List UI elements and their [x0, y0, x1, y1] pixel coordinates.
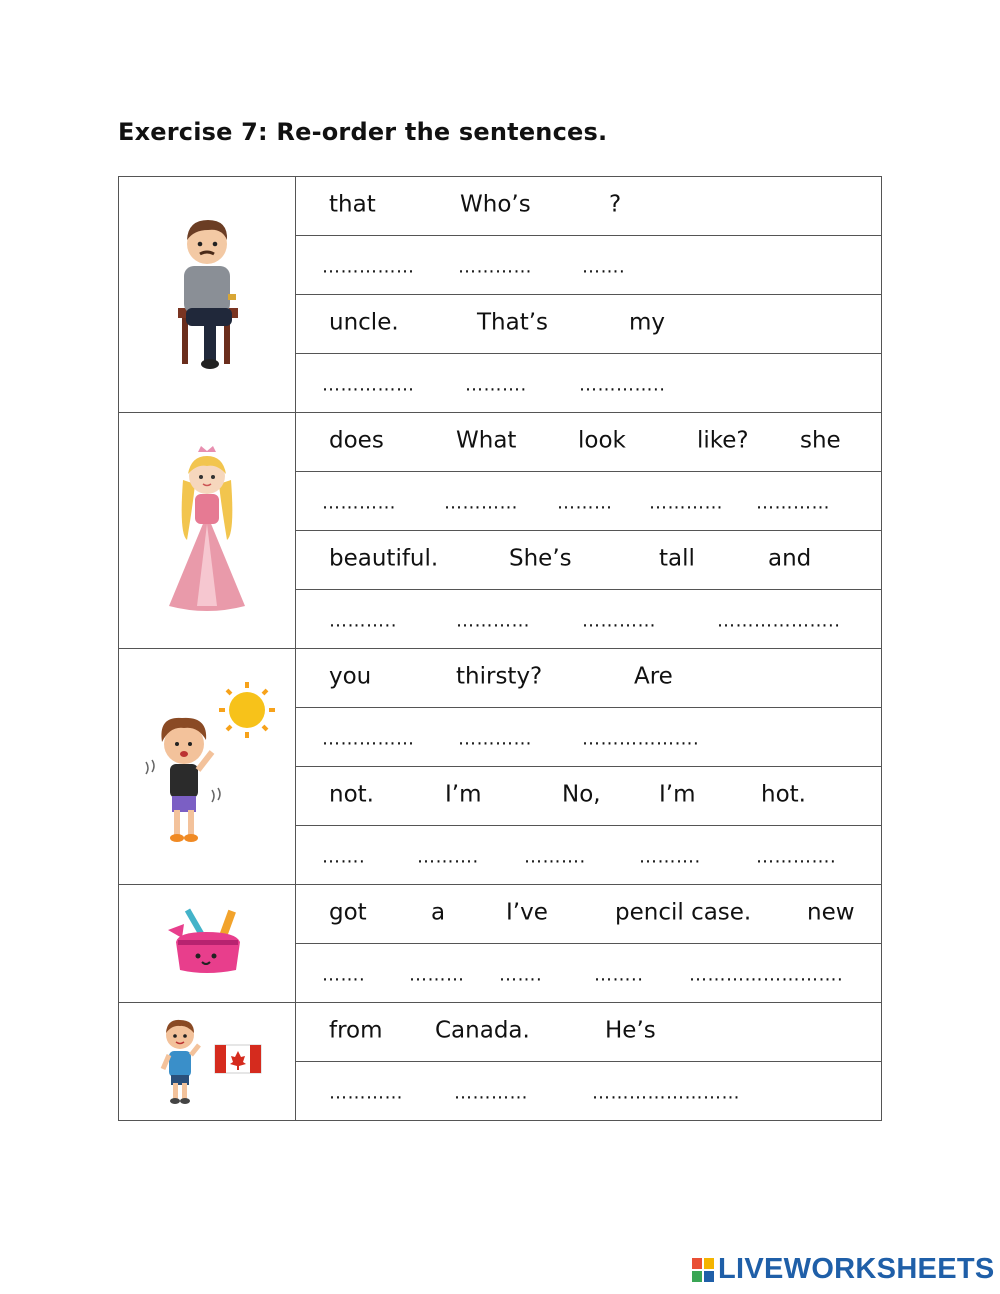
word: from: [329, 1017, 383, 1044]
word: she: [800, 427, 841, 454]
word-line: [296, 177, 882, 236]
word: uncle.: [329, 309, 399, 336]
word: I’m: [445, 781, 482, 808]
answer-line[interactable]: [296, 1062, 882, 1121]
liveworksheets-logo[interactable]: [692, 1253, 995, 1286]
logo-mark-icon: [692, 1258, 714, 1282]
word-line: [296, 413, 882, 472]
logo-square: [692, 1271, 702, 1282]
princess-in-pink-dress-image: [157, 444, 257, 614]
word: and: [768, 545, 812, 572]
blank[interactable]: ……………: [322, 374, 415, 396]
word: does: [329, 427, 384, 454]
answer-line[interactable]: [296, 590, 882, 649]
answer-line[interactable]: [296, 708, 882, 767]
blank[interactable]: ……..: [594, 964, 644, 986]
word: ?: [609, 191, 622, 218]
thirsty-boy-under-sun-image: [132, 680, 282, 850]
word: I’m: [659, 781, 696, 808]
blank[interactable]: ………..: [329, 610, 397, 632]
blank[interactable]: …………: [649, 492, 723, 514]
word: Canada.: [435, 1017, 530, 1044]
word: No,: [562, 781, 601, 808]
answer-line[interactable]: [296, 944, 882, 1003]
blank[interactable]: …………: [456, 610, 530, 632]
word: thirsty?: [456, 663, 543, 690]
answer-line[interactable]: [296, 826, 882, 885]
word: tall: [659, 545, 695, 572]
blank[interactable]: …….: [322, 964, 366, 986]
exercise-table: [118, 176, 882, 1121]
blank[interactable]: …………: [444, 492, 518, 514]
word: He’s: [605, 1017, 656, 1044]
image-cell-4: [119, 885, 296, 1003]
word: you: [329, 663, 372, 690]
logo-square: [704, 1271, 714, 1282]
word: She’s: [509, 545, 572, 572]
blank[interactable]: ………………..: [717, 610, 841, 632]
word: I’ve: [506, 899, 548, 926]
blank[interactable]: ……………………: [592, 1082, 740, 1104]
word-line: [296, 885, 882, 944]
blank[interactable]: ……….: [465, 374, 527, 396]
boy-with-canada-flag-image: [147, 1015, 267, 1105]
blank[interactable]: ……….: [524, 846, 586, 868]
blank[interactable]: …….: [499, 964, 543, 986]
answer-line[interactable]: [296, 236, 882, 295]
blank[interactable]: ………….: [756, 846, 837, 868]
blank[interactable]: ……………: [322, 256, 415, 278]
word: hot.: [761, 781, 806, 808]
answer-line[interactable]: [296, 354, 882, 413]
word: pencil case.: [615, 899, 752, 926]
word-line: [296, 1003, 882, 1062]
blank[interactable]: …………: [322, 492, 396, 514]
man-sitting-on-chair-image: [162, 208, 252, 378]
word: new: [807, 899, 855, 926]
image-cell-5: [119, 1003, 296, 1121]
word: got: [329, 899, 367, 926]
word: that: [329, 191, 376, 218]
word: my: [629, 309, 666, 336]
logo-square: [704, 1258, 714, 1269]
word-line: [296, 531, 882, 590]
word-line: [296, 767, 882, 826]
word-line: [296, 649, 882, 708]
blank[interactable]: ……………: [322, 728, 415, 750]
image-cell-2: [119, 413, 296, 649]
pink-pencil-case-image: [162, 902, 252, 982]
logo-text: LIVEWORKSHEETS: [718, 1253, 995, 1285]
blank[interactable]: …………..: [579, 374, 666, 396]
blank[interactable]: …………: [458, 256, 532, 278]
blank[interactable]: ……………….: [582, 728, 700, 750]
blank[interactable]: ………: [409, 964, 465, 986]
blank[interactable]: …….: [322, 846, 366, 868]
word: look: [578, 427, 626, 454]
blank[interactable]: …….: [582, 256, 626, 278]
blank[interactable]: …………: [329, 1082, 403, 1104]
word: like?: [697, 427, 749, 454]
blank[interactable]: ……….: [639, 846, 701, 868]
blank[interactable]: …………………….: [689, 964, 844, 986]
blank[interactable]: …………: [756, 492, 830, 514]
blank[interactable]: …………: [582, 610, 656, 632]
word: What: [456, 427, 517, 454]
word-line: [296, 295, 882, 354]
blank[interactable]: ……….: [417, 846, 479, 868]
image-cell-1: [119, 177, 296, 413]
word: Who’s: [460, 191, 531, 218]
blank[interactable]: ………: [557, 492, 613, 514]
image-cell-3: [119, 649, 296, 885]
answer-line[interactable]: [296, 472, 882, 531]
word: beautiful.: [329, 545, 439, 572]
word: Are: [634, 663, 673, 690]
word: That’s: [477, 309, 549, 336]
word: not.: [329, 781, 374, 808]
blank[interactable]: …………: [458, 728, 532, 750]
word: a: [431, 899, 446, 926]
exercise-title: Exercise 7: Re-order the sentences.: [118, 118, 608, 146]
logo-square: [692, 1258, 702, 1269]
blank[interactable]: …………: [454, 1082, 528, 1104]
